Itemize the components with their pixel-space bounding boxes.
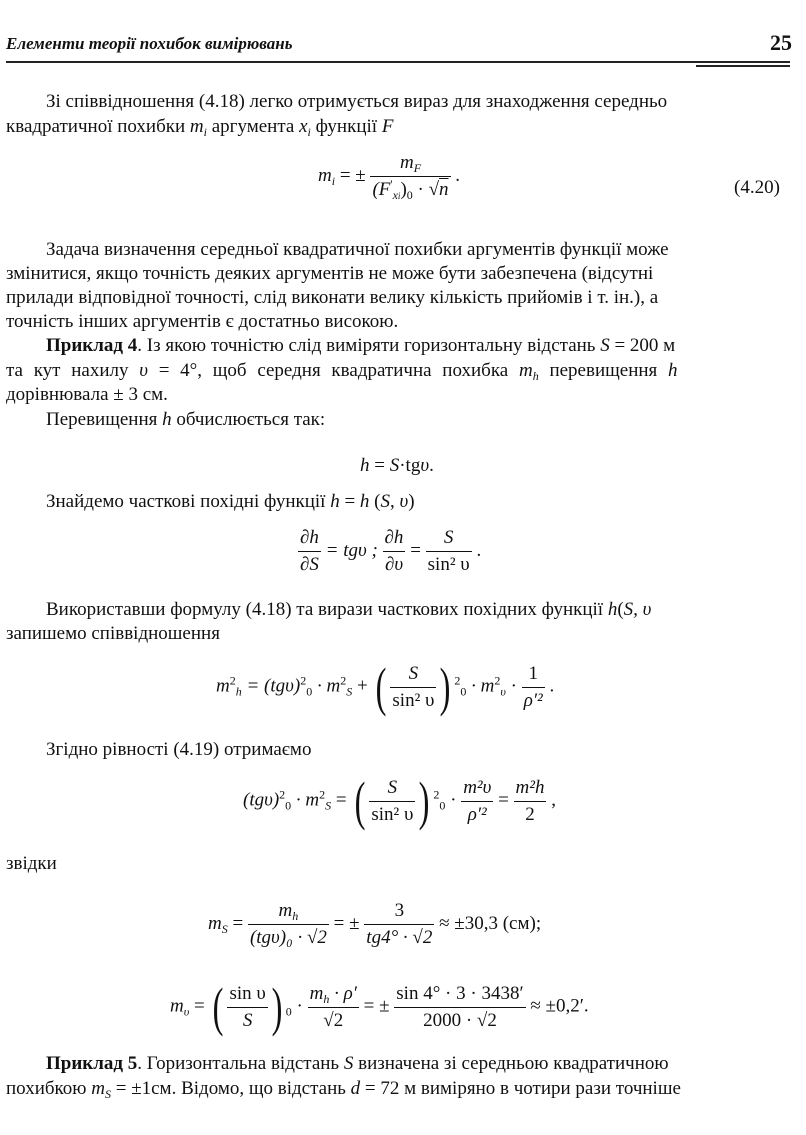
example-4-label: Приклад 4 [46, 335, 138, 356]
paragraph-4: Згідно рівності (4.19) отримаємо [46, 739, 312, 760]
header-rule [6, 61, 790, 63]
header-title: Елементи теорії похибок вимірювань [6, 34, 293, 53]
equation-ms: $m_S$ = $\frac{m_h}{\text{(tgυ)₀ · √2}}$ = ± $\frac{3}{tg4^\circ \cdot √2}$ ≈ ±30,3 (см); [208, 900, 542, 948]
paragraph-5: звідки [6, 853, 57, 874]
example-4-line-1: Приклад 4. Із якою точністю слід виміряти горизонтальну відстань S = 200 м [46, 335, 676, 356]
paragraph-3-line-2: запишемо співвідношення [6, 623, 220, 644]
example-4-line-3: дорівнювала ± 3 см. [6, 384, 168, 405]
paragraph-3-line-1: Використавши формулу (4.18) та вирази часткових похідних функції h(S, υ [46, 599, 652, 620]
equation-h: h = S·tgυ. [360, 455, 434, 476]
equation-mv: $m_\upsilon$ = ( $\frac{\text{sin υ}}{S}$ ) $_0$ · $\frac{m_h \cdot \rho'}{√2}$ = ± $\frac{\sin 4^\circ \cdot 3 \cdot 3438'}{2000 \cdot √2}$ ≈ ±0,2′. [170, 977, 589, 1037]
equation-4-20-fraction: $\frac{m_F}{(F'_{xi})_0 \cdot √n}$ [372, 152, 449, 202]
equation-mh-squared: $m^2_h = (tg\upsilon)^2_0 \cdot m^2_S$ + ( $\frac{S}{\text{sin² υ}}$ ) $^2_0 \cdot m^2_\upsilon$ · $\frac{1}{\text{ρ′²}}$ . [216, 657, 555, 717]
running-header [6, 30, 796, 70]
page-number: 25 [770, 30, 792, 55]
equation-partials: $\frac{\partial h}{\partial S}$ = tgυ ; $\frac{\partial h}{\partial\upsilon}$ = $\frac{S}{\text{sin² υ}}$ . [300, 527, 482, 575]
equation-number-4-20: (4.20) [734, 177, 780, 198]
example-4-line-2: та кут нахилу υ = 4°, щоб середня квадратична похибка $m_h$ перевищення h [6, 360, 678, 383]
example-5-line-2: похибкою $m_S = \pm 1см$. Відомо, що відстань d = 72 м виміряно в чотири рази точніше [6, 1078, 681, 1101]
example-4-line-4: Перевищення h обчислюється так: [46, 409, 326, 430]
equation-equality: $(tg\upsilon)^2_0 \cdot m^2_S$ = ( $\frac{S}{\text{sin² υ}}$ ) $^2_0$ · $\frac{\text{m²υ}}{\text{ρ′²}}$ = $\frac{\text{m²h}}{2}$ , [243, 771, 556, 831]
equation-4-20: $m_i$ = ± $\frac{m_F}{(F'_{xi})_0 \cdot √n}$ . [318, 152, 461, 202]
paragraph-2-line-3: прилади відповідної точності, слід виконати велику кількість прийомів і т. ін.), а [6, 287, 659, 308]
example-5-line-1: Приклад 5. Горизонтальна відстань S визначена зі середньою квадратичною [46, 1053, 669, 1074]
paragraph-2-line-1: Задача визначення середньої квадратичної похибки аргументів функції може [46, 239, 669, 260]
paragraph-1-line-2: квадратичної похибки $m_i$ аргумента $x_i$ функції F [6, 116, 394, 139]
header-rule-accent [696, 65, 790, 67]
paragraph-2-line-2: змінитися, якщо точність деяких аргументів не може бути забезпечена (відсутні [6, 263, 654, 284]
example-5-label: Приклад 5 [46, 1053, 138, 1074]
paragraph-2-line-4: точність інших аргументів є достатньо високою. [6, 311, 399, 332]
paragraph-1-line-1: Зі співвідношення (4.18) легко отримується вираз для знаходження середньо [46, 91, 668, 112]
partials-intro: Знайдемо часткові похідні функції h = h (S, υ) [46, 491, 415, 512]
